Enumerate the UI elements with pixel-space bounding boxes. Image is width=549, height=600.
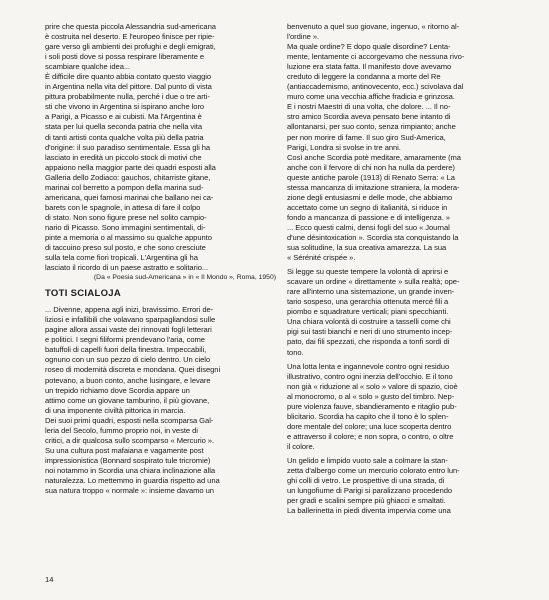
text-line: appaiono nella maggior parte dei quadri esposti alla (45, 162, 216, 172)
right-text-block-3 (287, 362, 520, 452)
text-line: È difficile dire quanto abbia contato questo viaggio (45, 72, 212, 82)
text-line: stata per lui quella seconda patria che nella vita (45, 122, 202, 132)
text-line: prire che questa piccola Alessandria sud-americana (45, 22, 216, 31)
text-line: sua natura troppo « normale »: insieme davamo un (45, 486, 214, 496)
text-line: i soli posti dove si possa respirare liberamente e (45, 52, 205, 62)
text-line: roseo di modernità discreta e mondana. Quei disegni (45, 365, 221, 375)
text-line: fondo a mancanza di passione e di intelligenza. » (287, 212, 450, 222)
text-line: e politici. I segni filiformi prendevano l'aria, come (45, 335, 205, 345)
text-line: d'origine: il suo paradiso sentimentale. Essa gli ha (45, 142, 211, 152)
text-line: ... Ecco questi calmi, densi fogli del suo « Journal (287, 222, 450, 232)
text-line: sua solitudine, la sua creativa amarezza. La sua (287, 243, 447, 253)
text-line: pure violenza fauve, sbandieramento e ritaglio pub- (287, 401, 457, 411)
text-line: E i nostri Maestri di una volta, che dolore. ... Il no- (287, 102, 451, 112)
text-line: e attraverso il colore; e non sopra, o contro, o oltre (287, 431, 454, 441)
text-line: illustrativo, contro ogni inerzia dell'occhio. E il tono (287, 371, 453, 381)
text-line: Si legge su queste tempere la volontà di aprirsi e (287, 267, 449, 277)
text-line: sulla tela come fiori tropicali. L'Argentina gli ha (45, 253, 198, 263)
text-line: di stato. Non sono figure prese nel solito campio- (45, 212, 207, 222)
text-line: di taccuino preso sul posto, e che sono cresciute (45, 243, 206, 253)
text-line: critici, a dir qualcosa sullo scomparso « Mercurio ». (45, 435, 215, 445)
text-line: scavare un ordine « direttamente » sulla realtà; ope- (287, 277, 460, 287)
text-line: La ballerinetta in piedi diventa impervia come una (287, 506, 451, 516)
text-line: liziosi e infallibili che volavano sparpagliandosi sulle (45, 315, 216, 325)
left-column (45, 22, 276, 496)
text-line: ognuno con un suo pezzo di cielo dentro. Un cielo (45, 355, 211, 365)
page-number: 14 (45, 575, 54, 584)
text-line: rare all'interno una sistemazione, un grande inven- (287, 287, 455, 297)
text-line: noi notammo in Scordia una chiara inclinazione alla (45, 465, 216, 475)
text-line: stro amico Scordia aveva pensato bene intanto di (287, 112, 451, 122)
text-line: marinai col berretto a pompon della marina sud- (45, 182, 204, 192)
text-line: Dei suoi primi quadri, esposti nella scomparsa Gal- (45, 415, 214, 425)
text-line: ghi colli di vetro. Le prospettive di una strada, di (287, 476, 445, 486)
text-line: naturalezza. Lo mettemmo in guardia rispetto ad una (45, 475, 220, 485)
text-line: allontanarsi, per suo conto, senza rimpianto; anche (287, 122, 456, 132)
text-line: di tanti artisti conta qualche volta più della patria (45, 132, 204, 142)
text-line: Ma quale ordine? E dopo quale disordine? Lenta- (287, 42, 451, 52)
section-title: TOTI SCIALOJA (45, 288, 122, 300)
text-line: zione degli entusiasmi e delle mode, che abbiamo (287, 192, 453, 202)
text-line: tario sospeso, una gerarchia ottenuta mercé fili a (287, 297, 449, 307)
source-citation: (Da « Poesia sud-Americana » in « Il Mondo », Roma, 1950) (93, 274, 276, 282)
left-text-block-2 (45, 305, 276, 496)
text-line: dore mentale del colore; una luce scoperta dentro (287, 421, 452, 431)
right-text-block-4 (287, 456, 520, 516)
text-line: pittura probabilmente nulla, perché i due o tre arti- (45, 92, 210, 102)
text-line: leria del Secolo, fummo proprio noi, in veste di (45, 425, 198, 435)
text-line: in Argentina nella vita del pittore. Dal punto di vista (45, 82, 212, 92)
text-line: un trepido richiamo dove Scordia appare un (45, 385, 190, 395)
text-line: anche con il fervore di chi non ha nulla da perdere) (287, 162, 455, 172)
text-line: Parigi, Londra si svolse in tre anni. (287, 142, 401, 152)
text-line: lasciato il ricordo di un paese astratto e solitario... (45, 263, 209, 273)
text-line: ... Divenne, appena agli inizi, bravissimo. Errori de- (45, 305, 214, 315)
text-line: gare verso gli ambienti dei profughi e degli emigrati, (45, 42, 216, 52)
right-text-block-2 (287, 267, 520, 357)
text-line: (antiaccademismo, antinovecento, ecc.) scivolava dal (287, 82, 464, 92)
text-line: Una chiara volontà di costruire a tasselli come chi (287, 317, 451, 327)
text-line: al monocromo, o al « solo » gusto del timbro. Nep- (287, 391, 455, 401)
text-line: muro come una vecchia affiche fradicia e grinzosa. (287, 92, 455, 102)
text-line: stessa mancanza di imitazione straniera, la modera- (287, 182, 460, 192)
text-line: mente, lentamente ci accorgevamo che nessuna rivo- (287, 52, 465, 62)
text-line: sti che vivono in Argentina si ispirano anche loro (45, 102, 205, 112)
text-line: attimo come un giovane tamburino, il più giovane, (45, 395, 210, 405)
text-line: batuffoli di capelli fuori della finestra. Impeccabili, (45, 345, 207, 355)
text-line: Galleria dello Zodiaco: gauchos, chitarriste gitane, (45, 172, 211, 182)
text-line: Una lotta lenta e ingannevole contro ogni residuo (287, 361, 450, 371)
text-line: di una imponente civiltà pittorica in marcia. (45, 405, 186, 415)
text-line: è costruita nel deserto. E l'europeo finisce per ripie- (45, 32, 215, 42)
text-line: Un gelido e limpido vuoto sale a colmare la stan- (287, 455, 448, 465)
text-line: Così anche Scordia potè meditare, amaramente (ma (287, 152, 461, 162)
text-line: Su una cultura post mafaiana e vagamente post (45, 445, 204, 455)
text-line: scambiare qualche idea... (45, 62, 131, 72)
text-line: blicitario. Scordia ha capito che il tono è lo splen- (287, 411, 449, 421)
text-line: pinte a memoria o al massimo su qualche appunto (45, 232, 212, 242)
text-line: zetta d'albergo come un mercurio colorato entro lun- (287, 466, 460, 476)
text-line: il colore. (287, 441, 315, 451)
text-line: luzione era stata fatta. Il manifesto dove avevamo (287, 62, 452, 72)
left-text-block-1 (45, 22, 276, 273)
text-line: tono. (287, 347, 304, 357)
text-line: pato, dai fili spezzati, che risponda a tonfi sordi di (287, 337, 450, 347)
text-line: a Parigi, a Picasso e ai cubisti. Ma l'Argentina è (45, 112, 202, 122)
text-line: potevano, a buon conto, anche lusingare, e levare (45, 375, 211, 385)
text-line: per gradi e scalini sempre più ghiacci e smaltati. (287, 496, 446, 506)
text-line: impressionistica (Bonnard sospirato tule tricromie) (45, 455, 211, 465)
text-line: accettato come un segno di italianità, si riduce in (287, 202, 448, 212)
text-line: pigi sui tasti bianchi e neri di uno strumento incep- (287, 327, 453, 337)
text-line: lasciato in eredità un piccolo stock di motivi che (45, 152, 202, 162)
text-line: americana, quei famosi marinai che ballano nei ca- (45, 192, 214, 202)
text-line: piombo e squadrature verticali; piani specchianti. (287, 307, 449, 317)
text-line: creduto di leggere la condanna a morte del Re (287, 72, 441, 82)
text-line: « Sérénité crispée ». (287, 253, 356, 263)
text-line: per non morire di fame. Il suo giro Sud-America, (287, 132, 446, 142)
right-column (287, 22, 520, 516)
text-line: non già « riduzione al « solo » valore di spazio, cioè (287, 381, 458, 391)
text-line: queste antiche parole (1913) di Renato Serra: « La (287, 172, 455, 182)
right-text-block-1 (287, 22, 520, 263)
text-line: barets con le spagnole, in attesa di fare il colpo (45, 202, 201, 212)
text-line: d'une désintoxication ». Scordia sta conquistando la (287, 232, 459, 242)
text-line: l'ordine ». (287, 32, 320, 42)
text-line: pagine allora assai vaste dei rinnovati fogli letterari (45, 325, 212, 335)
text-line: benvenuto a quel suo giovane, ingenuo, « ritorno al- (287, 22, 460, 31)
text-line: nario di Picasso. Sono immagini sentimentali, di- (45, 222, 206, 232)
text-line: un lungofiume di Parigi si paralizzano procedendo (287, 486, 453, 496)
